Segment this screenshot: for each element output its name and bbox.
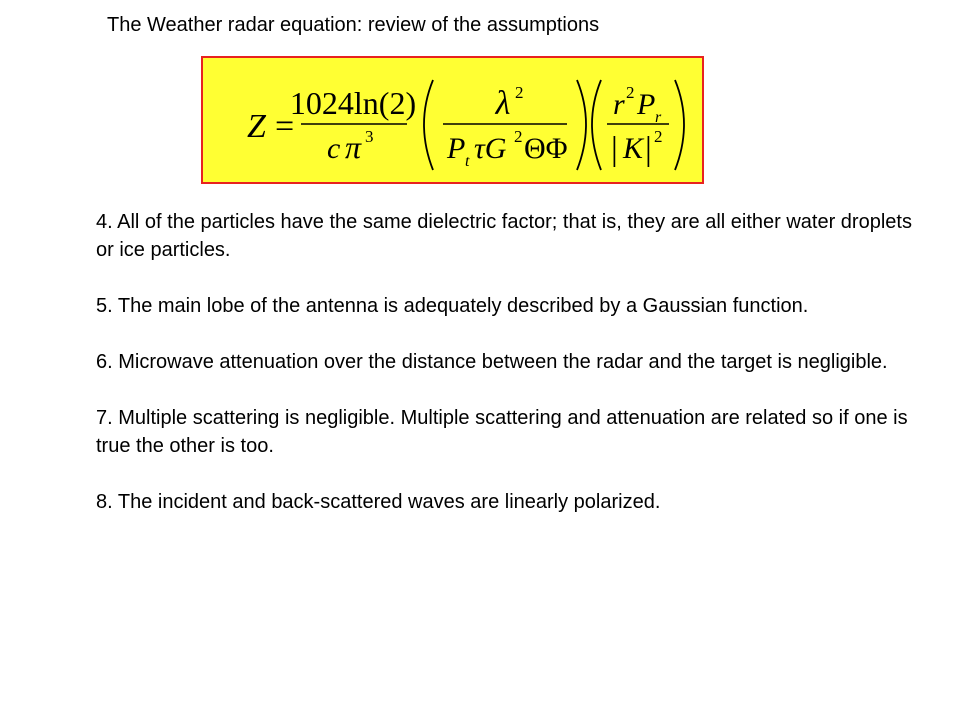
assumption-7: 7. Multiple scattering is negligible. Multiple scattering and attenuation are related so if one is true the other is too. [96,407,908,457]
radar-equation-box [201,56,704,184]
equation-equals: = [275,108,295,145]
fraction2-lambda-exponent: 2 [515,83,524,102]
fraction3-abs-left: | [611,131,618,168]
assumption-5: 5. The main lobe of the antenna is adequately described by a Gaussian function. [96,295,809,317]
fraction3-K-exponent: 2 [654,127,663,146]
right-paren-3 [675,80,684,170]
slide-title: The Weather radar equation: review of the assumptions [107,14,600,36]
fraction3-abs-right: | [645,131,652,168]
fraction1-numerator: 1024ln(2) [289,85,417,121]
fraction2-P: P [447,132,466,165]
assumption-4: 4. All of the particles have the same dielectric factor; that is, they are all either water droplets or ice particles. [96,211,912,261]
assumptions-list [96,208,916,544]
fraction2-G-exponent: 2 [514,127,523,146]
fraction3-P: P [637,88,656,121]
assumption-8: 8. The incident and back-scattered waves are linearly polarized. [96,491,661,513]
fraction1-c: c [327,132,341,165]
radar-equation [203,58,706,186]
fraction3-P-subscript: r [655,109,662,126]
fraction2-lambda: λ [495,85,511,122]
left-paren-2 [424,80,433,170]
fraction2-P-subscript: t [465,153,470,170]
left-paren-3 [592,80,601,170]
fraction2-theta-phi: ΘΦ [524,132,568,165]
fraction2-tau-G: τG [474,132,507,165]
fraction3-K: K [623,132,644,165]
equation-lhs: Z [247,108,266,145]
assumption-6: 6. Microwave attenuation over the distance between the radar and the target is negligible. [96,351,888,373]
fraction1-pi: π [345,129,362,165]
fraction3-r: r [613,88,625,121]
fraction1-exponent: 3 [365,127,374,146]
fraction3-r-exponent: 2 [626,83,635,102]
right-paren-2 [577,80,586,170]
